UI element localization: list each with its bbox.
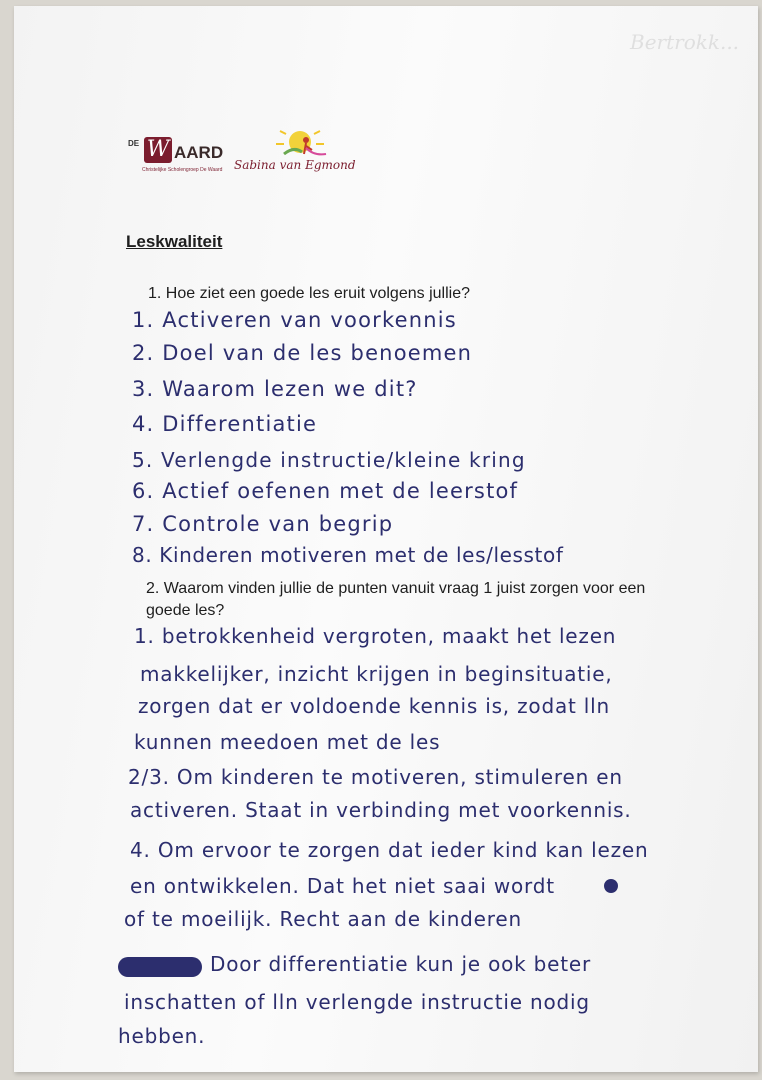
answer-2-line: of te moeilijk. Recht aan de kinderen	[124, 907, 522, 931]
answer-2-line: en ontwikkelen. Dat het niet saai wordt	[130, 874, 555, 898]
answer-1-line: 2. Doel van de les benoemen	[132, 341, 473, 365]
scribbled-out-word	[118, 957, 202, 977]
page-title: Leskwaliteit	[126, 232, 223, 251]
answer-1-line: 3. Waarom lezen we dit?	[132, 377, 418, 401]
answer-1-line: 1. Activeren van voorkennis	[132, 308, 457, 332]
answer-1-line: 4. Differentiatie	[132, 412, 318, 436]
answer-2-line: 4. Om ervoor te zorgen dat ieder kind kan lezen	[130, 838, 649, 862]
school-name: Sabina van Egmond	[234, 158, 356, 172]
dewaard-logo	[128, 137, 248, 177]
answer-2-line: makkelijker, inzicht krijgen in beginsituatie,	[140, 662, 613, 686]
answer-2-line: activeren. Staat in verbinding met voorkennis.	[130, 798, 632, 822]
answer-1-line: 7. Controle van begrip	[132, 512, 394, 536]
sun-figure-icon	[254, 128, 344, 162]
logo-prefix: DE	[128, 139, 140, 148]
logo-letter: W	[144, 137, 172, 163]
answer-2-line: 1. betrokkenheid vergroten, maakt het lezen	[134, 624, 617, 648]
ink-blot	[604, 879, 618, 893]
answer-1-line: 6. Actief oefenen met de leerstof	[132, 479, 519, 503]
school-logo	[234, 128, 384, 184]
answer-2-line: inschatten of lln verlengde instructie nodig	[124, 990, 590, 1014]
answer-1-line: 8. Kinderen motiveren met de les/lesstof	[132, 543, 564, 567]
answer-2-line: kunnen meedoen met de les	[134, 730, 441, 754]
answer-2-line: hebben.	[118, 1024, 206, 1048]
answer-2-line: Door differentiatie kun je ook beter	[210, 952, 592, 976]
answer-1-line: 5. Verlengde instructie/kleine kring	[132, 448, 526, 472]
logo-subtitle: Christelijke Scholengroep De Waard	[142, 167, 223, 173]
question-2: 2. Waarom vinden jullie de punten vanuit vraag 1 juist zorgen voor een goede les?	[146, 580, 646, 619]
bleed-through-text: Bertrokk...	[630, 30, 740, 54]
answer-2-line: zorgen dat er voldoende kennis is, zodat lln	[138, 694, 610, 718]
logo-wordmark: AARD	[174, 143, 224, 162]
answer-2-line: 2/3. Om kinderen te motiveren, stimuleren en	[128, 765, 623, 789]
question-1: 1. Hoe ziet een goede les eruit volgens jullie?	[148, 285, 470, 302]
